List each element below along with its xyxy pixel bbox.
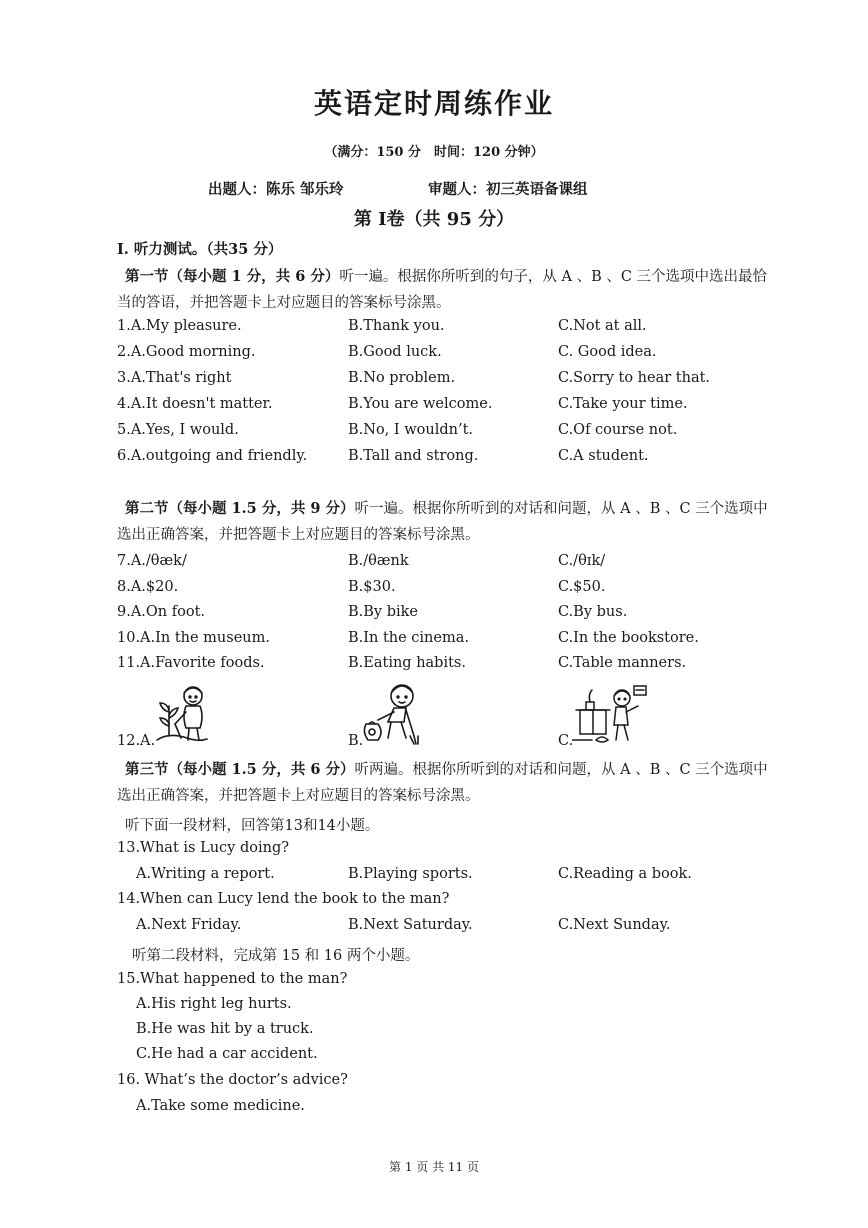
material1-instruction: 听下面一段材料，回答第13和14小题。: [125, 818, 380, 834]
q3-option-c: C.Sorry to hear that.: [558, 370, 711, 386]
section2-title: 第二节（每小题 1.5 分，共 9 分）: [125, 500, 355, 517]
reviewer-label: 审题人：初三英语备课组: [428, 181, 588, 198]
q15-stem: 15.What happened to the man?: [117, 971, 348, 987]
section2-instructions: [117, 496, 777, 548]
score-time-info: （满分：150 分 时间：120 分钟）: [324, 145, 544, 160]
q11-option-c: C.Table manners.: [558, 655, 687, 671]
q12-option-a-label: 12.A.: [117, 733, 156, 749]
section3-text-1: 听两遍。根据你所听到的对话和问题，从 A 、B 、C 三个选项中: [354, 762, 768, 778]
section1-text-2: 当的答语，并把答题卡上对应题目的答案标号涂黑。: [117, 295, 451, 311]
q9-option-a: 9.A.On foot.: [117, 604, 206, 620]
cleaning-room-illustration: [572, 682, 652, 748]
q12-option-c-label: C.: [558, 733, 574, 749]
q16-option-a: A.Take some medicine.: [136, 1098, 305, 1114]
q6-option-a: 6.A.outgoing and friendly.: [117, 448, 308, 464]
q8-option-a: 8.A.$20.: [117, 579, 179, 595]
q15-option-c: C.He had a car accident.: [136, 1046, 318, 1062]
q4-option-c: C.Take your time.: [558, 396, 688, 412]
q5-option-a: 5.A.Yes, I would.: [117, 422, 239, 438]
planting-tree-illustration: [155, 680, 217, 746]
q4-option-b: B.You are welcome.: [348, 396, 493, 412]
q10-option-a: 10.A.In the museum.: [117, 630, 270, 646]
section3-instructions: [117, 757, 777, 809]
q3-option-b: B.No problem.: [348, 370, 456, 386]
q8-option-c: C.$50.: [558, 579, 606, 595]
q1-option-b: B.Thank you.: [348, 318, 445, 334]
q3-option-a: 3.A.That's right: [117, 370, 232, 386]
q10-option-c: C.In the bookstore.: [558, 630, 699, 646]
q5-option-b: B.No, I wouldn’t.: [348, 422, 474, 438]
q12-option-b-label: B.: [348, 733, 364, 749]
q2-option-b: B.Good luck.: [348, 344, 442, 360]
section1-title: 第一节（每小题 1 分，共 6 分）: [125, 268, 340, 285]
q4-option-a: 4.A.It doesn't matter.: [117, 396, 273, 412]
q14-option-a: A.Next Friday.: [136, 917, 242, 933]
page-title: 英语定时周练作业: [313, 87, 554, 120]
q11-option-a: 11.A.Favorite foods.: [117, 655, 265, 671]
q8-option-b: B.$30.: [348, 579, 396, 595]
q1-option-c: C.Not at all.: [558, 318, 647, 334]
material2-instruction: 听第二段材料，完成第 15 和 16 两个小题。: [132, 948, 420, 964]
q7-option-c: C./θɪk/: [558, 553, 606, 569]
q14-option-b: B.Next Saturday.: [348, 917, 473, 933]
q7-option-b: B./θænk: [348, 553, 409, 569]
volume-title: 第 I卷（共 95 分）: [353, 209, 515, 230]
setter-label: 出题人：陈乐 邹乐玲: [208, 181, 344, 198]
section2-text-1: 听一遍。根据你所听到的对话和问题，从 A 、B 、C 三个选项中: [354, 501, 768, 517]
sweeping-boy-illustration: [360, 680, 424, 746]
q13-stem: 13.What is Lucy doing?: [117, 840, 290, 856]
q14-option-c: C.Next Sunday.: [558, 917, 671, 933]
section3-title: 第三节（每小题 1.5 分，共 6 分）: [125, 761, 355, 778]
section1-text-1: 听一遍。根据你所听到的句子，从 A 、B 、C 三个选项中选出最恰: [339, 269, 768, 285]
q13-option-b: B.Playing sports.: [348, 866, 473, 882]
q15-option-b: B.He was hit by a truck.: [136, 1021, 314, 1037]
q9-option-b: B.By bike: [348, 604, 419, 620]
q5-option-c: C.Of course not.: [558, 422, 678, 438]
section3-text-2: 选出正确答案，并把答题卡上对应题目的答案标号涂黑。: [117, 788, 480, 804]
part1-heading: I. 听力测试。（共35 分）: [117, 241, 283, 258]
section2-text-2: 选出正确答案，并把答题卡上对应题目的答案标号涂黑。: [117, 527, 480, 543]
q15-option-a: A.His right leg hurts.: [136, 996, 292, 1012]
q13-option-c: C.Reading a book.: [558, 866, 692, 882]
q14-stem: 14.When can Lucy lend the book to the man?: [117, 891, 450, 907]
q2-option-c: C. Good idea.: [558, 344, 657, 360]
q10-option-b: B.In the cinema.: [348, 630, 469, 646]
q16-stem: 16. What’s the doctor’s advice?: [117, 1072, 348, 1088]
q7-option-a: 7.A./θæk/: [117, 553, 187, 569]
page-number: 第 1 页 共 11 页: [389, 1160, 479, 1174]
q1-option-a: 1.A.My pleasure.: [117, 318, 242, 334]
q6-option-b: B.Tall and strong.: [348, 448, 479, 464]
section1-instructions: [117, 264, 777, 316]
q6-option-c: C.A student.: [558, 448, 649, 464]
q11-option-b: B.Eating habits.: [348, 655, 466, 671]
q9-option-c: C.By bus.: [558, 604, 628, 620]
q2-option-a: 2.A.Good morning.: [117, 344, 256, 360]
q13-option-a: A.Writing a report.: [136, 866, 275, 882]
